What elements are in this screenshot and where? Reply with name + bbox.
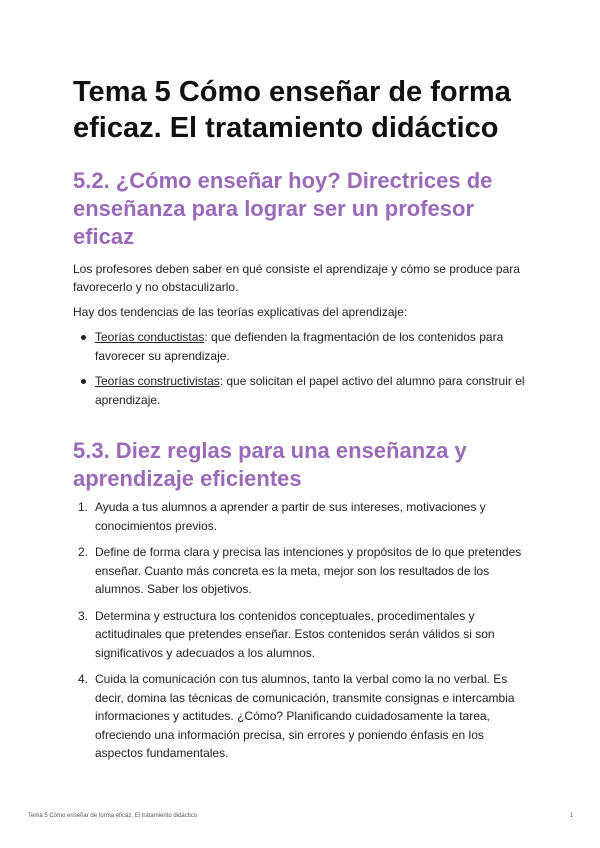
item-text: Ayuda a tus alumnos a aprender a partir de sus intereses, motivaciones y conocimientos previos. (95, 500, 486, 533)
list-item (78, 670, 533, 763)
list-item (95, 372, 533, 409)
list-item (78, 498, 533, 535)
theory-term: Teorías constructivistas (95, 374, 220, 388)
section-5-2-paragraph-1: Los profesores deben saber en qué consiste el aprendizaje y cómo se produce para favorecerlo y no obstaculizarlo. (73, 262, 520, 294)
list-item (78, 543, 533, 599)
document-page (73, 74, 533, 771)
item-number: 1. (78, 500, 89, 514)
item-number: 3. (78, 608, 89, 623)
item-text: Cuida la comunicación con tus alumnos, tanto la verbal como la no verbal. Es decir, domina las técnicas de comunicación, transmite consignas e intercambia informaciones y actitudes. ¿Cómo? Planificando cuidadosamente la tarea, ofreciendo una información precisa, sin errores y poniendo énfasis en los aspectos fundamentales. (95, 672, 515, 760)
theory-description: : que defienden la fragmentación de los contenidos para favorecer su aprendizaje. (95, 330, 504, 363)
page-footer (28, 813, 573, 819)
theory-description: : que solicitan el papel activo del alumno para construir el aprendizaje. (95, 374, 525, 407)
list-item (78, 607, 533, 663)
item-text: Determina y estructura los contenidos conceptuales, procedimentales y actitudinales que pretendes enseñar. Estos contenidos serán válidos si son significativos y adecuados a los alumnos. (95, 608, 495, 660)
page-number: 1 (569, 813, 573, 819)
theories-list (73, 328, 533, 409)
footer-title: Tema 5 Cómo enseñar de forma eficaz. El tratamiento didáctico (28, 813, 198, 819)
section-5-2-paragraph-2: Hay dos tendencias de las teorías explicativas del aprendizaje: (73, 305, 408, 319)
list-item (95, 328, 533, 365)
item-number: 4. (78, 672, 89, 686)
page-title: Tema 5 Cómo enseñar de forma eficaz. El tratamiento didáctico (73, 76, 511, 144)
section-5-2-heading: 5.2. ¿Cómo enseñar hoy? Directrices de enseñanza para lograr ser un profesor eficaz (73, 168, 493, 249)
item-text: Define de forma clara y precisa las intenciones y propósitos de lo que pretendes enseñar. Cuanto más concreta es la meta, mejor son los resultados de los alumnos. Saber los objetivos. (95, 545, 522, 596)
theory-term: Teorías conductistas (95, 330, 205, 344)
section-5-3-heading: 5.3. Diez reglas para una enseñanza y aprendizaje eficientes (73, 438, 467, 491)
rules-list (73, 498, 533, 763)
item-number: 2. (78, 545, 89, 559)
